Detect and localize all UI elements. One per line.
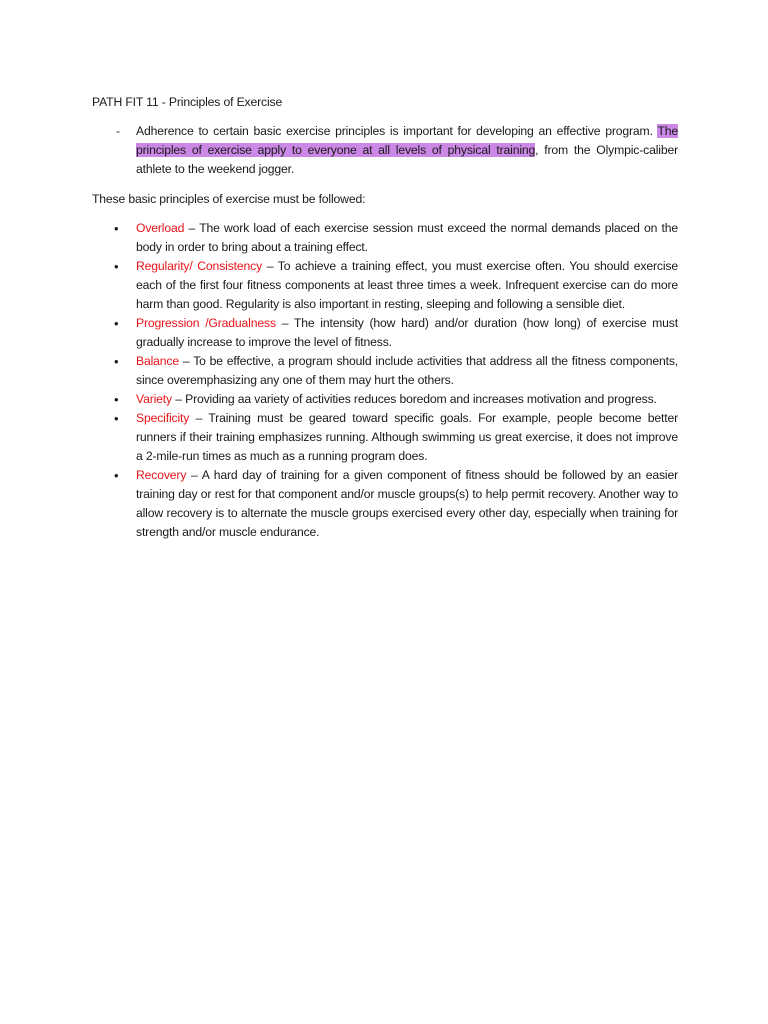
principle-description: – To achieve a training effect, you must exercise often. You should exercise each of the first four fitness components at least three times a week. Infrequent exercise can do more harm than good. Regularity is also important in resting, sleeping and following a sensible diet. xyxy=(136,259,678,311)
principle-body xyxy=(136,409,678,466)
adherence-text xyxy=(136,122,678,179)
principle-description: – A hard day of training for a given component of fitness should be followed by an easier training day or rest for that component and/or muscle groups(s) to help permit recovery. Another way to allow recovery is to alternate the muscle groups exercised every other day, especially when training for strength and/or muscle endurance. xyxy=(136,468,678,539)
principle-item xyxy=(92,466,678,542)
principle-item xyxy=(92,352,678,390)
highlighted-text: The principles of exercise apply to everyone at all levels of physical training xyxy=(136,124,678,157)
document-title: PATH FIT 11 - Principles of Exercise xyxy=(92,95,283,109)
principles-list xyxy=(92,219,678,542)
principle-description: – The work load of each exercise session must exceed the normal demands placed on the body in order to bring about a training effect. xyxy=(136,221,678,254)
principle-term: Regularity/ Consistency xyxy=(136,259,263,273)
principle-item xyxy=(92,314,678,352)
principles-intro: These basic principles of exercise must be followed: xyxy=(92,192,366,206)
principle-description: – To be effective, a program should include activities that address all the fitness components, since overemphasizing any one of them may hurt the others. xyxy=(136,354,678,387)
bullet-glyph: • xyxy=(114,392,119,407)
bullet-glyph: • xyxy=(114,259,119,274)
principle-term: Variety xyxy=(136,392,172,406)
bullet-glyph: • xyxy=(114,221,119,236)
principle-term: Balance xyxy=(136,354,179,368)
bullet-glyph: • xyxy=(114,411,119,426)
principle-body xyxy=(136,257,678,314)
adherence-paragraph xyxy=(92,122,678,179)
principle-description: – Providing aa variety of activities reduces boredom and increases motivation and progress. xyxy=(171,392,657,406)
principle-description: – Training must be geared toward specific goals. For example, people become better runners if their training emphasizes running. Although swimming us great exercise, it does not improve a 2-mile-run times as much as a running program does. xyxy=(136,411,678,463)
principle-description: – The intensity (how hard) and/or duration (how long) of exercise must gradually increase to improve the level of fitness. xyxy=(136,316,678,349)
bullet-glyph: • xyxy=(114,468,119,483)
principle-item xyxy=(92,219,678,257)
bullet-glyph: • xyxy=(114,316,119,331)
principle-term: Specificity xyxy=(136,411,190,425)
principle-body xyxy=(136,219,678,257)
dash-marker: - xyxy=(116,124,120,138)
principle-body xyxy=(136,314,678,352)
principle-body xyxy=(136,390,678,409)
principle-term: Recovery xyxy=(136,468,187,482)
adherence-lead: Adherence to certain basic exercise principles is important for developing an effective program. xyxy=(136,124,658,138)
bullet-glyph: • xyxy=(114,354,119,369)
principle-body xyxy=(136,466,678,542)
principle-item xyxy=(92,390,678,409)
principle-item xyxy=(92,409,678,466)
principle-body xyxy=(136,352,678,390)
adherence-tail: , from the Olympic-caliber athlete to the weekend jogger. xyxy=(136,143,679,176)
principle-term: Progression /Gradualness xyxy=(136,316,276,330)
document-content xyxy=(92,93,678,542)
principle-item xyxy=(92,257,678,314)
principle-term: Overload xyxy=(136,221,185,235)
